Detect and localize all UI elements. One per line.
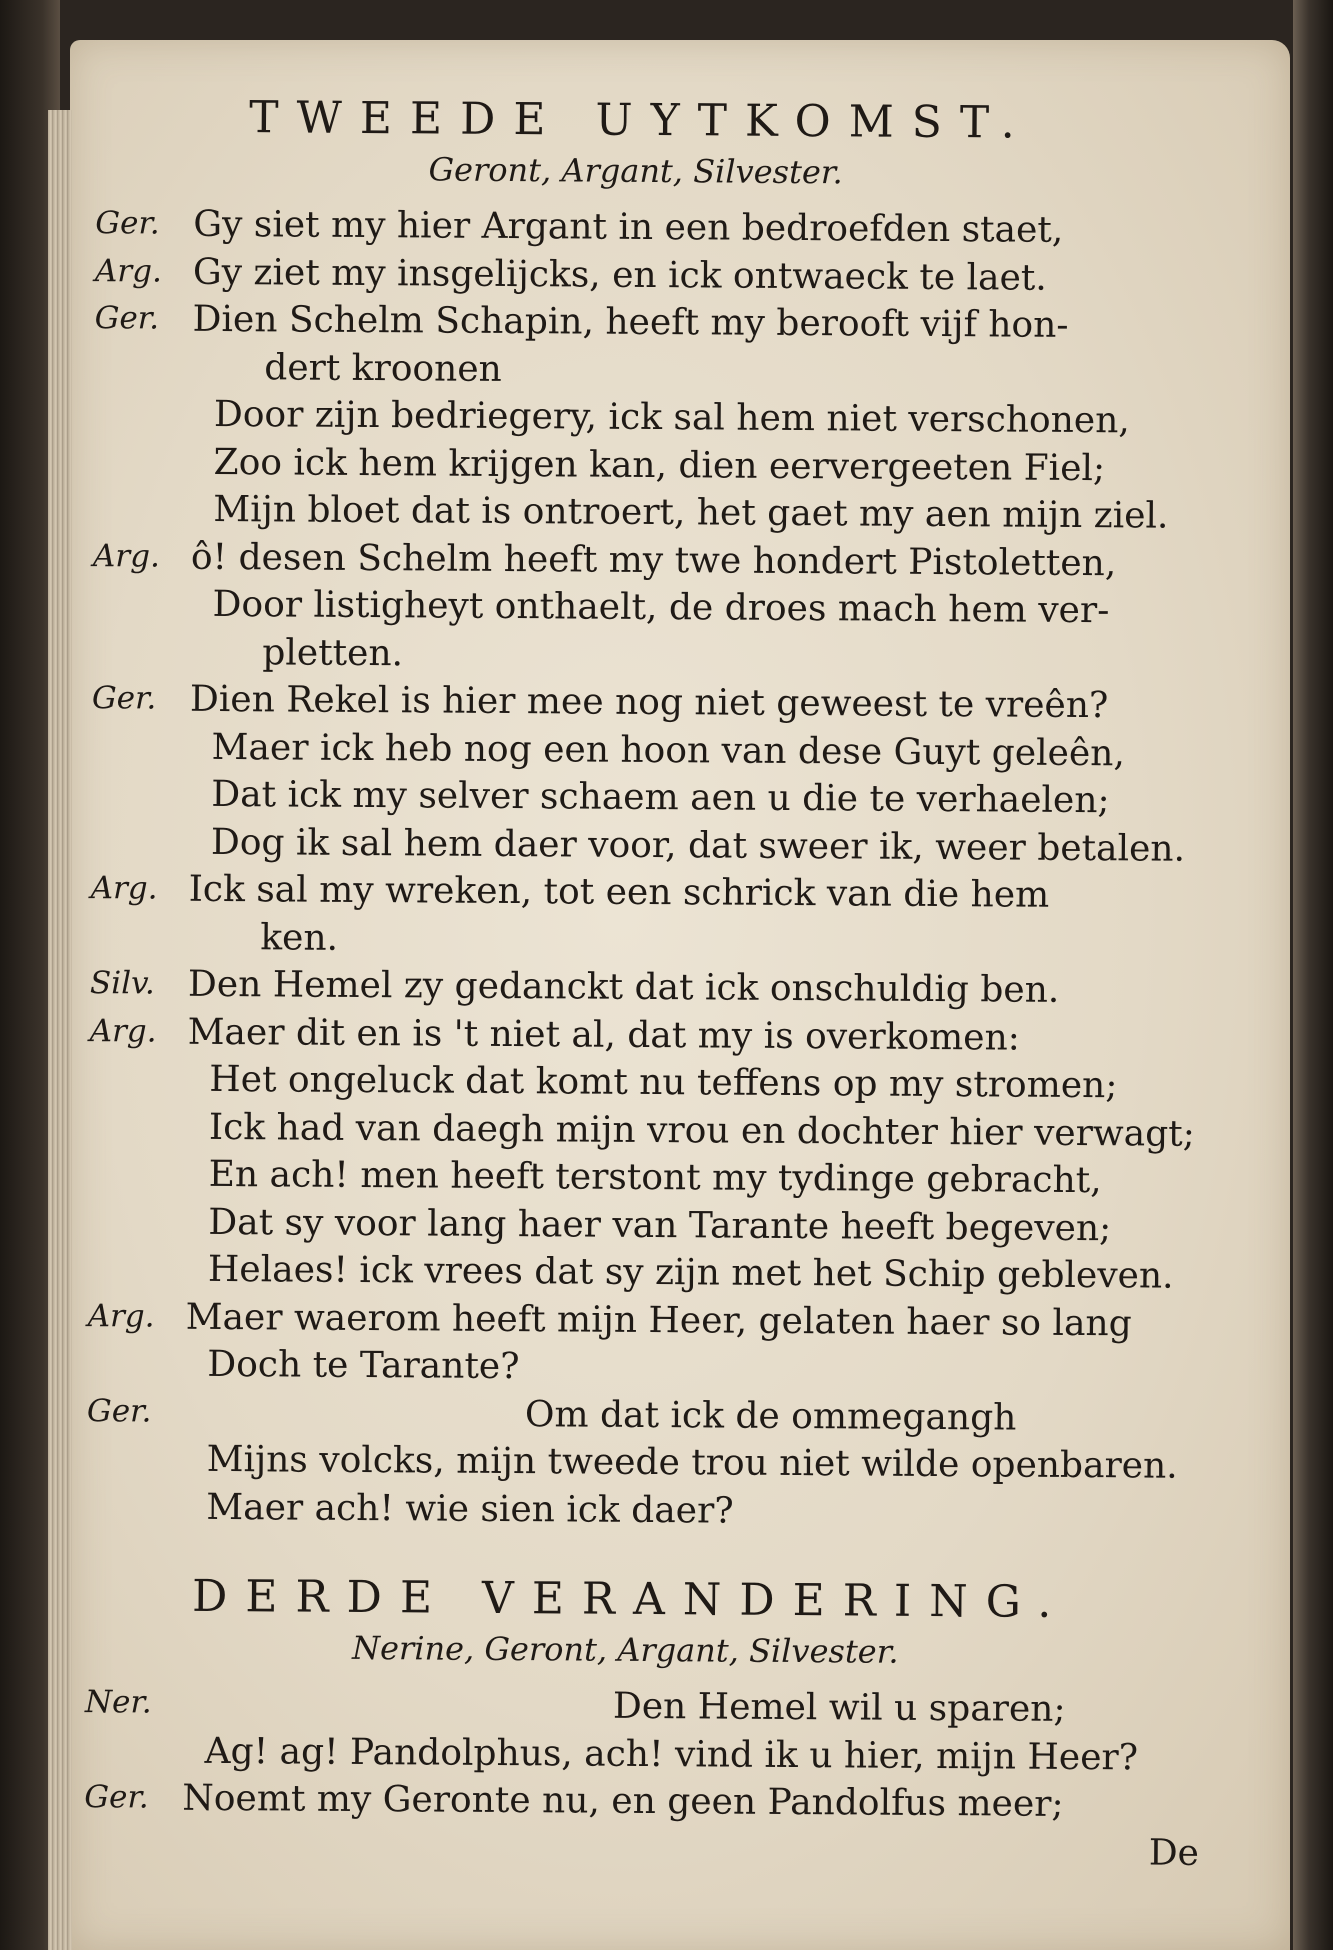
verse-text: pletten. <box>262 631 404 674</box>
verse-line <box>89 1008 1209 1063</box>
verse-text: Ick sal my wreken, tot een schrick van die hem <box>188 868 1050 916</box>
verse-text: Dien Schelm Schapin, heeft my berooft vijf hon- <box>192 298 1069 346</box>
verse-line <box>93 485 1213 540</box>
verse-line <box>94 390 1214 445</box>
speaker-label: Arg. <box>90 870 158 907</box>
verse-line <box>92 675 1212 730</box>
verse-line <box>84 1727 1204 1782</box>
verse-line <box>93 533 1213 588</box>
verse-line <box>91 770 1211 825</box>
scene-speakers: Nerine, Geront, Argant, Silvester. <box>351 1628 899 1671</box>
scene-title: DERDE VERANDERING. <box>191 1570 1070 1628</box>
speaker-label: Ger. <box>91 680 157 717</box>
verse-line <box>84 1774 1204 1829</box>
speaker-label: Ger. <box>95 205 160 242</box>
verse-line <box>90 960 1210 1015</box>
verse-text: Dien Rekel is hier mee nog niet geweest te vreên? <box>189 678 1109 727</box>
facing-page-edge <box>1293 0 1333 1950</box>
verse-line <box>89 1103 1209 1158</box>
verse-text: Den Hemel wil u sparen; <box>612 1685 1066 1730</box>
verse-line <box>92 628 1212 683</box>
verse-line <box>94 295 1214 350</box>
verse-text: Dog ik sal hem daer voor, dat sweer ik, weer betalen. <box>210 821 1186 870</box>
verse-line <box>86 1483 1206 1538</box>
verse-text: Maer ach! wie sien ick daer? <box>206 1486 734 1532</box>
speaker-label: Ger. <box>94 300 160 337</box>
scene-speakers: Geront, Argant, Silvester. <box>428 150 843 192</box>
speaker-label: Arg. <box>89 1012 157 1050</box>
verse-text: Doch te Tarante? <box>207 1343 520 1388</box>
speaker-label: Ger. <box>84 1779 149 1816</box>
verse-line <box>88 1150 1208 1205</box>
verse-text: Door zijn bedriegery, ick sal hem niet verschonen, <box>213 393 1130 442</box>
page-text <box>84 91 1216 1877</box>
verse-text: ken. <box>260 916 339 959</box>
verse-text: Maer ick heb nog een hoon van dese Guyt geleên, <box>211 726 1126 774</box>
verse-text: Ag! ag! Pandolphus, ach! vind ik u hier, mijn Heer? <box>204 1730 1139 1778</box>
verse-line <box>88 1245 1208 1300</box>
verse-text: En ach! men heeft terstont my tydinge gebracht, <box>208 1153 1102 1202</box>
verse-text: Zoo ick hem krijgen kan, dien eervergeeten Fiel; <box>213 441 1106 489</box>
verse-text: Mijns volcks, mijn tweede trou niet wilde openbaren. <box>206 1438 1178 1487</box>
verse-line <box>87 1340 1207 1395</box>
verse-text: Den Hemel zy gedanckt dat ick onschuldig ben. <box>187 963 1060 1011</box>
verse-line <box>95 200 1215 255</box>
verse-text: Noemt my Geronte nu, en geen Pandolfus meer; <box>182 1777 1064 1825</box>
verse-line <box>91 818 1211 873</box>
speaker-label: Arg. <box>94 252 162 290</box>
verse-text: Gy siet my hier Argant in een bedroefden staet, <box>193 203 1064 251</box>
verse-text: Door listigheyt onthaelt, de droes mach hem ver- <box>212 583 1110 632</box>
speaker-label: Silv. <box>89 965 155 1002</box>
verse-line <box>90 913 1210 968</box>
page-stack-edge <box>48 110 72 1950</box>
verse-line <box>94 343 1214 398</box>
verse-line <box>85 1679 1205 1734</box>
verse-text: Het ongeluck dat komt nu teffens op my stromen; <box>209 1058 1118 1107</box>
verse-line <box>92 580 1212 635</box>
verse-line <box>88 1198 1208 1253</box>
verse-text: Ick had van daegh mijn vrou en dochter hier verwagt; <box>208 1106 1195 1155</box>
speaker-label: Ner. <box>84 1684 152 1721</box>
verse-line <box>87 1435 1207 1490</box>
scene-title: TWEEDE UYTKOMST. <box>249 92 1033 149</box>
speaker-label: Ger. <box>86 1392 152 1430</box>
verse-text: Maer waerom heeft mijn Heer, gelaten haer so lang <box>185 1296 1132 1344</box>
verse-text: dert kroonen <box>264 346 502 390</box>
verse-line <box>87 1388 1207 1443</box>
verse-text: Gy ziet my insgelijcks, en ick ontwaeck te laet. <box>192 251 1047 299</box>
verse-line <box>89 1055 1209 1110</box>
verse-text: Dat ick my selver schaem aen u die te verhaelen; <box>211 773 1110 822</box>
speaker-label: Arg. <box>92 537 161 575</box>
verse-line <box>88 1293 1208 1348</box>
verse-line <box>90 865 1210 920</box>
speaker-label: Arg. <box>87 1297 155 1335</box>
verse-text: ô! desen Schelm heeft my twe hondert Pistoletten, <box>190 536 1117 584</box>
verse-text: Mijn bloet dat is ontroert, het gaet my aen mijn ziel. <box>213 488 1169 537</box>
catchword: De <box>1148 1832 1200 1874</box>
verse-line <box>95 248 1215 303</box>
verse-text: Dat sy voor lang haer van Tarante heeft begeven; <box>208 1201 1112 1249</box>
verse-text: Om dat ick de ommegangh <box>524 1393 1017 1439</box>
verse-line <box>91 723 1211 778</box>
verse-line <box>93 438 1213 493</box>
verse-text: Helaes! ick vrees dat sy zijn met het Schip gebleven. <box>207 1248 1174 1297</box>
verse-text: Maer dit en is 't niet al, dat my is overkomen: <box>187 1011 1021 1059</box>
